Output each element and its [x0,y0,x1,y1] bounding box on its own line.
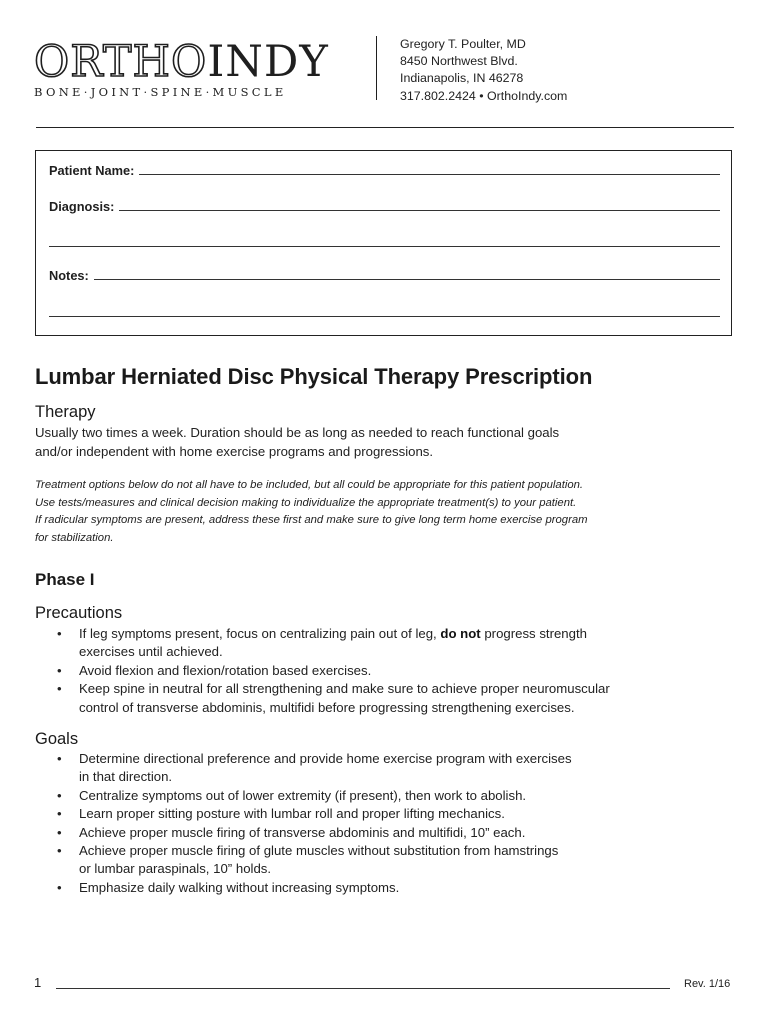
list-item-text: Keep spine in neutral for all strengthening and make sure to achieve proper neuromuscular [79,681,610,697]
diagnosis-field-line2[interactable] [49,246,720,247]
orthoindy-logo [34,37,329,99]
list-item-text: progress strength [484,626,587,641]
list-item-text: Determine directional preference and provide home exercise program with exercises [79,751,572,766]
precautions-list [54,625,610,717]
notes-label: Notes: [49,268,89,283]
list-item-text: Achieve proper muscle firing of glute muscles without substitution from hamstrings [79,843,559,859]
notes-row [49,268,720,283]
page-number: 1 [34,975,42,990]
list-item-text: Learn proper sitting posture with lumbar roll and proper lifting mechanics. [79,806,505,822]
patient-info-box [35,150,732,336]
contact-name: Gregory T. Poulter, MD [400,37,526,51]
list-item: • Achieve proper muscle firing of glute muscles without substitution from hamstrings or lumbar paraspinals, 10” holds. [54,842,572,879]
treatment-note-line: If radicular symptoms are present, address these first and make sure to give long term home exercise program [35,514,588,527]
list-item-text: Achieve proper muscle firing of transverse abdominis and multifidi, 10” each. [79,824,526,840]
header-rule [36,127,734,128]
revision-label: Rev. 1/16 [684,978,731,990]
diagnosis-row [49,199,720,214]
patient-name-row [49,163,720,178]
treatment-note-line: Use tests/measures and clinical decision making to individualize the appropriate treatment(s) to your patient. [35,496,577,509]
treatment-note-line: for stabilization. [35,531,114,544]
document-title: Lumbar Herniated Disc Physical Therapy Prescription [35,364,593,389]
list-item: • Avoid flexion and flexion/rotation based exercises. [54,662,610,680]
therapy-paragraph [35,424,559,461]
list-item: • Keep spine in neutral for all strengthening and make sure to achieve proper neuromuscular control of transverse abdominis, multifidi before progressing strengthening exercises. [54,680,610,717]
list-item-text: Avoid flexion and flexion/rotation based exercises. [79,662,372,678]
notes-field[interactable] [94,278,720,280]
logo-tagline: BONE·JOINT·SPINE·MUSCLE [34,85,287,99]
treatment-note-line: Treatment options below do not all have to be included, but all could be appropriate for this patient population. [35,479,584,491]
contact-phone-web: 317.802.2424 • OrthoIndy.com [400,88,568,103]
list-item: • Emphasize daily walking without increasing symptoms. [54,879,572,897]
logo-ortho-text: ORTHO [34,37,208,87]
patient-name-label: Patient Name: [49,163,135,178]
list-item: • If leg symptoms present, focus on centralizing pain out of leg, do not progress strength exercises until achieved. [54,625,610,662]
list-item-text: Emphasize daily walking without increasing symptoms. [79,879,400,895]
list-item-text: Centralize symptoms out of lower extremity (if present), then work to abolish. [79,787,527,803]
diagnosis-label: Diagnosis: [49,199,115,214]
list-item: • Centralize symptoms out of lower extremity (if present), then work to abolish. [54,787,572,805]
contact-address-line2: Indianapolis, IN 46278 [400,71,524,86]
therapy-line: Usually two times a week. Duration should be as long as needed to reach functional goals [35,425,560,440]
list-item: • Learn proper sitting posture with lumbar roll and proper lifting mechanics. [54,805,572,823]
list-item-text: or lumbar paraspinals, 10” holds. [79,861,272,877]
emphasis-text: do not [440,626,481,641]
contact-address-line1: 8450 Northwest Blvd. [400,54,518,69]
goals-list [54,750,572,897]
contact-block [400,36,567,105]
header-divider [376,36,377,100]
list-item-text: in that direction. [79,769,173,785]
patient-name-field[interactable] [139,173,720,175]
therapy-heading: Therapy [35,403,96,421]
list-item: • Achieve proper muscle firing of transverse abdominis and multifidi, 10” each. [54,824,572,842]
goals-heading: Goals [35,730,79,748]
phase-heading: Phase I [35,570,95,589]
footer-rule [56,988,670,989]
treatment-note [35,477,588,547]
list-item-text: If leg symptoms present, focus on centralizing pain out of leg, [79,626,437,641]
therapy-line: and/or independent with home exercise programs and progressions. [35,443,434,459]
precautions-heading: Precautions [35,604,123,622]
list-item: • Determine directional preference and provide home exercise program with exercises in that direction. [54,750,572,787]
logo-indy-text: INDY [207,37,329,87]
list-item-text: control of transverse abdominis, multifidi before progressing strengthening exercises. [79,699,575,715]
list-item-text: exercises until achieved. [79,644,223,660]
diagnosis-field[interactable] [119,209,720,211]
logo-wordmark [34,37,329,87]
notes-field-line2[interactable] [49,316,720,317]
